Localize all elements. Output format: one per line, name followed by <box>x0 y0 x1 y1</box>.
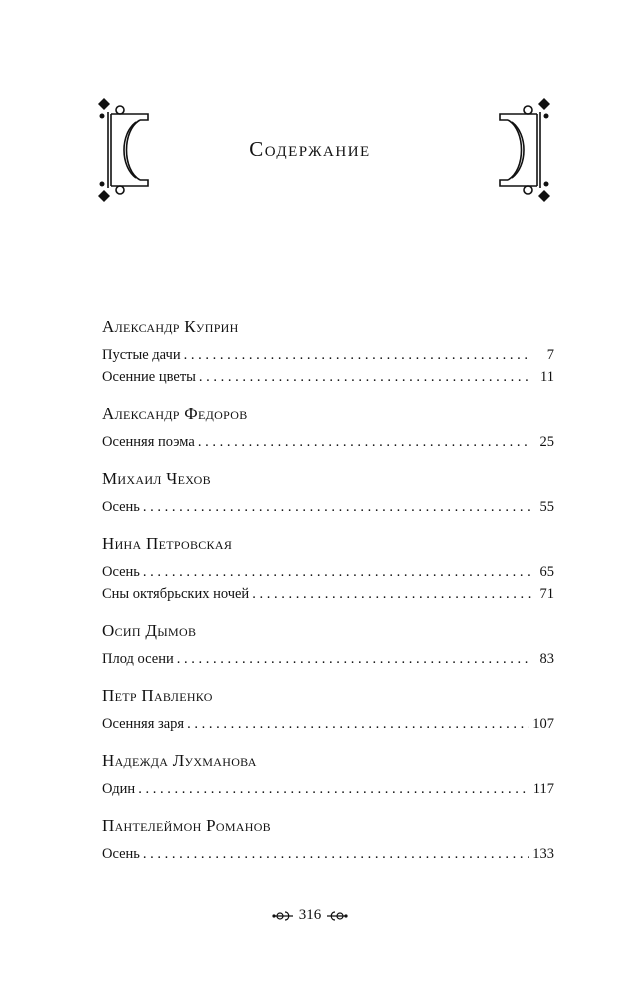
toc-author: Осип Дымов <box>102 621 197 640</box>
toc-entry-page: 55 <box>539 499 554 515</box>
toc-entry-page: 133 <box>532 846 554 862</box>
toc-entry[interactable] <box>102 344 554 366</box>
page-footer <box>0 907 620 924</box>
toc-entry-title: Осенние цветы <box>102 369 196 385</box>
toc-author: Александр Куприн <box>102 317 239 336</box>
toc-entry-page: 25 <box>539 434 554 450</box>
toc-entry-page: 117 <box>532 781 554 797</box>
dot-leader <box>143 496 531 518</box>
toc-author: Александр Федоров <box>102 404 248 423</box>
page-number: 316 <box>298 907 322 923</box>
toc-entry[interactable] <box>102 496 554 518</box>
toc-entry-page: 65 <box>539 564 554 580</box>
dot-leader <box>187 713 529 735</box>
toc-entry-title: Пустые дачи <box>102 347 181 363</box>
toc-entry-page: 107 <box>532 716 554 732</box>
toc-entry-page: 83 <box>539 651 554 667</box>
toc-entry[interactable] <box>102 713 554 735</box>
toc-author: Михаил Чехов <box>102 469 211 488</box>
table-of-contents <box>102 314 554 865</box>
dot-leader <box>143 561 531 583</box>
toc-entry-title: Осень <box>102 846 140 862</box>
dot-leader <box>252 583 531 605</box>
toc-author: Пантелеймон Романов <box>102 816 271 835</box>
toc-entry[interactable] <box>102 778 554 800</box>
right-flourish-icon <box>325 909 349 923</box>
dot-leader <box>177 648 531 670</box>
page-title: Содержание <box>249 137 371 161</box>
toc-entry[interactable] <box>102 561 554 583</box>
dot-leader <box>138 778 530 800</box>
toc-entry-title: Сны октябрьских ночей <box>102 586 250 602</box>
dot-leader <box>199 366 531 388</box>
toc-author: Петр Павленко <box>102 686 213 705</box>
toc-entry[interactable] <box>102 648 554 670</box>
toc-author: Нина Петровская <box>102 534 233 553</box>
toc-entry-title: Один <box>102 781 136 797</box>
toc-entry-page: 71 <box>539 586 554 602</box>
dot-leader <box>198 431 531 453</box>
toc-entry[interactable] <box>102 843 554 865</box>
left-flourish-icon <box>271 909 295 923</box>
toc-entry-page: 7 <box>546 347 554 363</box>
toc-author: Надежда Лухманова <box>102 751 257 770</box>
toc-entry-title: Осенняя заря <box>102 716 185 732</box>
toc-entry-title: Осень <box>102 499 140 515</box>
toc-entry-title: Плод осени <box>102 651 174 667</box>
toc-entry[interactable] <box>102 366 554 388</box>
dot-leader <box>143 843 529 865</box>
toc-entry-page: 11 <box>540 369 554 385</box>
toc-entry[interactable] <box>102 431 554 453</box>
toc-entry[interactable] <box>102 583 554 605</box>
toc-entry-title: Осень <box>102 564 140 580</box>
toc-entry-title: Осенняя поэма <box>102 434 195 450</box>
dot-leader <box>184 344 531 366</box>
